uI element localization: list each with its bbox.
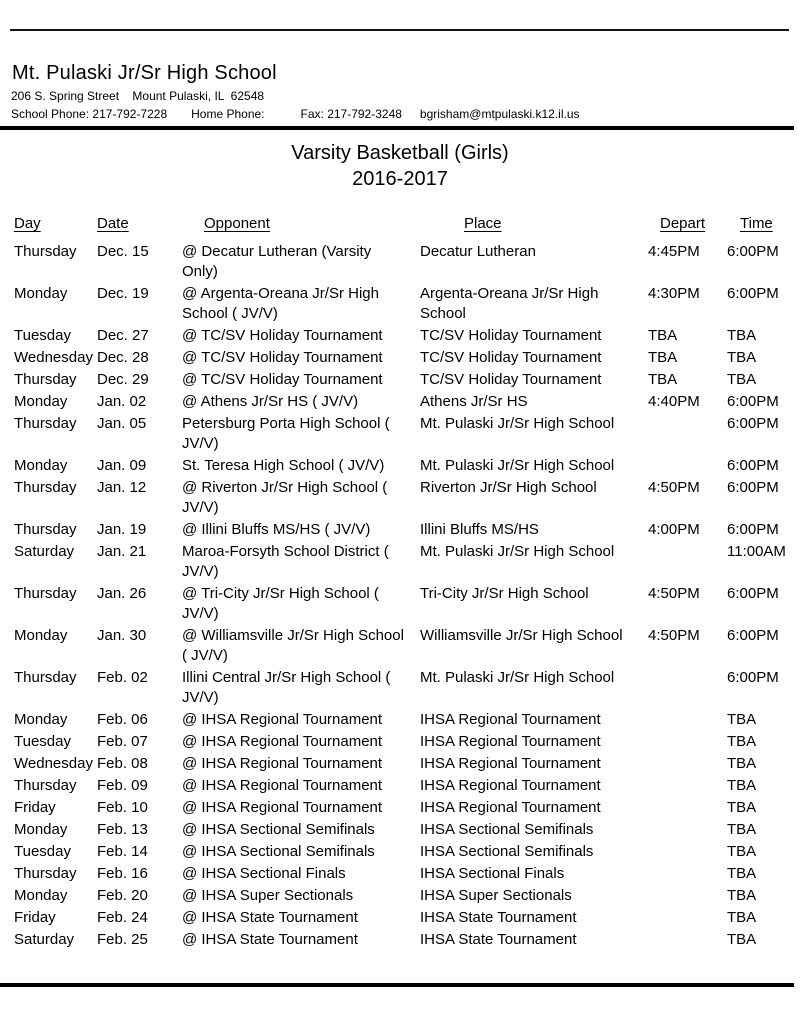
cell-place: Williamsville Jr/Sr High School [420,627,623,644]
cell-place: IHSA Regional Tournament [420,777,601,794]
cell-opponent: @ IHSA Super Sectionals [182,887,354,904]
cell-time: TBA [727,821,757,838]
cell-day: Saturday [14,543,75,560]
cell-time: 6:00PM [727,479,779,496]
cell-day: Wednesday [14,755,93,772]
cell-depart: 4:30PM [648,285,700,302]
cell-day: Monday [14,627,68,644]
cell-opponent: @ Riverton Jr/Sr High School ( JV/V) [182,479,388,516]
cell-day: Tuesday [14,327,71,344]
top-divider [10,29,789,31]
cell-depart [648,541,727,583]
cell-opponent: @ Decatur Lutheran (Varsity Only) [182,243,372,280]
bottom-divider [0,983,794,987]
schedule-row [14,625,786,667]
cell-depart [648,413,727,455]
cell-opponent: @ IHSA Regional Tournament [182,755,383,772]
contact-line [11,107,800,122]
cell-time: 6:00PM [727,585,779,602]
cell-opponent: @ Illini Bluffs MS/HS ( JV/V) [182,521,371,538]
schedule-row [14,731,786,753]
column-header-time: Time [740,215,773,232]
cell-opponent: @ TC/SV Holiday Tournament [182,327,383,344]
schedule-row [14,241,786,283]
column-header-place: Place [464,215,502,232]
cell-day: Friday [14,799,56,816]
cell-place: IHSA Super Sectionals [420,887,572,904]
cell-depart [648,819,727,841]
cell-opponent: St. Teresa High School ( JV/V) [182,457,385,474]
cell-place: TC/SV Holiday Tournament [420,349,602,366]
schedule-row [14,583,786,625]
cell-depart: TBA [648,371,678,388]
cell-date: Feb. 20 [97,887,148,904]
cell-depart [648,709,727,731]
schedule-row [14,907,786,929]
cell-day: Tuesday [14,843,71,860]
cell-time: TBA [727,865,757,882]
cell-place: Mt. Pulaski Jr/Sr High School [420,415,615,432]
cell-time: 6:00PM [727,393,779,410]
cell-place: Argenta-Oreana Jr/Sr High School [420,285,599,322]
schedule-row [14,753,786,775]
home-phone-label: Home Phone: [191,107,265,121]
cell-date: Feb. 24 [97,909,148,926]
cell-place: Mt. Pulaski Jr/Sr High School [420,457,615,474]
cell-depart: TBA [648,349,678,366]
cell-time: 6:00PM [727,627,779,644]
schedule-row [14,283,786,325]
cell-depart [648,455,727,477]
cell-opponent: @ Williamsville Jr/Sr High School ( JV/V) [182,627,404,664]
cell-date: Feb. 10 [97,799,148,816]
cell-place: IHSA Regional Tournament [420,711,601,728]
cell-place: Mt. Pulaski Jr/Sr High School [420,669,615,686]
schedule-row [14,667,786,709]
cell-opponent: @ TC/SV Holiday Tournament [182,371,383,388]
schedule-row [14,819,786,841]
schedule-row [14,477,786,519]
cell-place: Decatur Lutheran [420,243,536,260]
cell-opponent: @ Athens Jr/Sr HS ( JV/V) [182,393,359,410]
cell-time: TBA [727,755,757,772]
cell-opponent: Maroa-Forsyth School District ( JV/V) [182,543,389,580]
cell-depart: 4:40PM [648,393,700,410]
cell-day: Tuesday [14,733,71,750]
cell-date: Dec. 29 [97,371,149,388]
cell-date: Feb. 16 [97,865,148,882]
cell-place: Illini Bluffs MS/HS [420,521,539,538]
cell-place: Mt. Pulaski Jr/Sr High School [420,543,615,560]
cell-place: IHSA State Tournament [420,909,577,926]
schedule-row [14,391,786,413]
cell-depart [648,667,727,709]
cell-place: IHSA Regional Tournament [420,733,601,750]
cell-day: Monday [14,285,68,302]
cell-opponent: @ IHSA State Tournament [182,909,358,926]
cell-opponent: @ IHSA Regional Tournament [182,733,383,750]
cell-opponent: @ IHSA Regional Tournament [182,799,383,816]
cell-date: Dec. 19 [97,285,149,302]
cell-date: Jan. 26 [97,585,147,602]
cell-depart: 4:45PM [648,243,700,260]
cell-depart [648,797,727,819]
schedule-row [14,929,786,951]
cell-depart [648,775,727,797]
cell-date: Feb. 14 [97,843,148,860]
school-phone: School Phone: 217-792-7228 [11,107,168,121]
cell-time: 6:00PM [727,243,779,260]
cell-depart [648,885,727,907]
cell-date: Feb. 07 [97,733,148,750]
cell-time: TBA [727,327,757,344]
cell-time: TBA [727,799,757,816]
cell-time: 6:00PM [727,521,779,538]
column-header-day: Day [14,215,41,232]
cell-date: Jan. 09 [97,457,147,474]
cell-depart: 4:50PM [648,479,700,496]
cell-time: TBA [727,843,757,860]
page-title: Varsity Basketball (Girls) [291,142,509,164]
cell-day: Thursday [14,371,77,388]
cell-time: 6:00PM [727,669,779,686]
schedule-row [14,347,786,369]
schedule-row [14,541,786,583]
cell-depart: 4:50PM [648,627,700,644]
cell-time: 11:00AM [727,543,786,560]
cell-opponent: @ TC/SV Holiday Tournament [182,349,383,366]
cell-place: Athens Jr/Sr HS [420,393,528,410]
cell-place: IHSA Sectional Finals [420,865,565,882]
cell-place: IHSA Regional Tournament [420,755,601,772]
cell-date: Jan. 02 [97,393,147,410]
school-name: Mt. Pulaski Jr/Sr High School [12,62,277,84]
cell-time: TBA [727,909,757,926]
cell-day: Thursday [14,415,77,432]
cell-day: Thursday [14,669,77,686]
cell-date: Jan. 05 [97,415,147,432]
cell-depart [648,863,727,885]
cell-date: Jan. 12 [97,479,147,496]
cell-depart [648,841,727,863]
cell-day: Wednesday [14,349,93,366]
cell-date: Feb. 09 [97,777,148,794]
schedule-body [14,241,786,951]
cell-day: Monday [14,393,68,410]
column-header-date: Date [97,215,129,232]
cell-day: Thursday [14,585,77,602]
cell-day: Thursday [14,865,77,882]
cell-opponent: @ Tri-City Jr/Sr High School ( JV/V) [182,585,379,622]
cell-time: 6:00PM [727,457,779,474]
schedule-row [14,885,786,907]
fax-number: Fax: 217-792-3248 [300,107,402,121]
school-address: 206 S. Spring Street Mount Pulaski, IL 62548 [11,89,265,103]
cell-place: TC/SV Holiday Tournament [420,371,602,388]
schedule-row [14,413,786,455]
cell-day: Thursday [14,479,77,496]
cell-opponent: @ IHSA Sectional Semifinals [182,821,375,838]
schedule-row [14,775,786,797]
cell-date: Dec. 27 [97,327,149,344]
cell-date: Dec. 15 [97,243,149,260]
cell-date: Jan. 30 [97,627,147,644]
cell-time: TBA [727,777,757,794]
cell-opponent: @ Argenta-Oreana Jr/Sr High School ( JV/V) [182,285,379,322]
cell-place: IHSA Regional Tournament [420,799,601,816]
cell-time: TBA [727,733,757,750]
cell-day: Saturday [14,931,75,948]
schedule-row [14,519,786,541]
cell-opponent: @ IHSA Sectional Finals [182,865,346,882]
cell-date: Feb. 02 [97,669,148,686]
cell-day: Monday [14,887,68,904]
cell-depart [648,907,727,929]
schedule-row [14,369,786,391]
cell-date: Dec. 28 [97,349,149,366]
schedule-row [14,455,786,477]
season-subtitle: 2016-2017 [352,168,448,190]
cell-place: TC/SV Holiday Tournament [420,327,602,344]
schedule-row [14,325,786,347]
cell-time: TBA [727,711,757,728]
document-title-block [0,140,800,192]
schedule-row [14,797,786,819]
cell-place: IHSA Sectional Semifinals [420,821,594,838]
cell-time: TBA [727,931,757,948]
cell-day: Thursday [14,521,77,538]
cell-opponent: @ IHSA Sectional Semifinals [182,843,375,860]
cell-day: Monday [14,711,68,728]
cell-depart: 4:00PM [648,521,700,538]
cell-depart [648,731,727,753]
schedule-row [14,709,786,731]
schedule-row [14,863,786,885]
column-header-opponent: Opponent [204,215,270,232]
cell-time: 6:00PM [727,285,779,302]
cell-opponent: @ IHSA Regional Tournament [182,711,383,728]
cell-date: Feb. 08 [97,755,148,772]
cell-place: Tri-City Jr/Sr High School [420,585,589,602]
cell-place: IHSA State Tournament [420,931,577,948]
cell-date: Feb. 06 [97,711,148,728]
cell-date: Jan. 19 [97,521,147,538]
email-address: bgrisham@mtpulaski.k12.il.us [419,107,580,121]
cell-depart: TBA [648,327,678,344]
cell-day: Monday [14,457,68,474]
cell-place: Riverton Jr/Sr High School [420,479,597,496]
cell-depart: 4:50PM [648,585,700,602]
cell-day: Monday [14,821,68,838]
cell-opponent: @ IHSA State Tournament [182,931,358,948]
column-header-depart: Depart [660,215,706,232]
cell-depart [648,753,727,775]
cell-time: TBA [727,371,757,388]
cell-place: IHSA Sectional Semifinals [420,843,594,860]
cell-day: Thursday [14,243,77,260]
cell-date: Jan. 21 [97,543,147,560]
cell-opponent: @ IHSA Regional Tournament [182,777,383,794]
cell-date: Feb. 13 [97,821,148,838]
cell-opponent: Petersburg Porta High School ( JV/V) [182,415,390,452]
cell-time: TBA [727,887,757,904]
cell-time: 6:00PM [727,415,779,432]
cell-opponent: Illini Central Jr/Sr High School ( JV/V) [182,669,391,706]
schedule-table [14,214,786,951]
cell-date: Feb. 25 [97,931,148,948]
schedule-row [14,841,786,863]
cell-day: Friday [14,909,56,926]
cell-time: TBA [727,349,757,366]
header-divider [0,126,794,130]
cell-day: Thursday [14,777,77,794]
schedule-header-row [14,214,786,241]
cell-depart [648,929,727,951]
